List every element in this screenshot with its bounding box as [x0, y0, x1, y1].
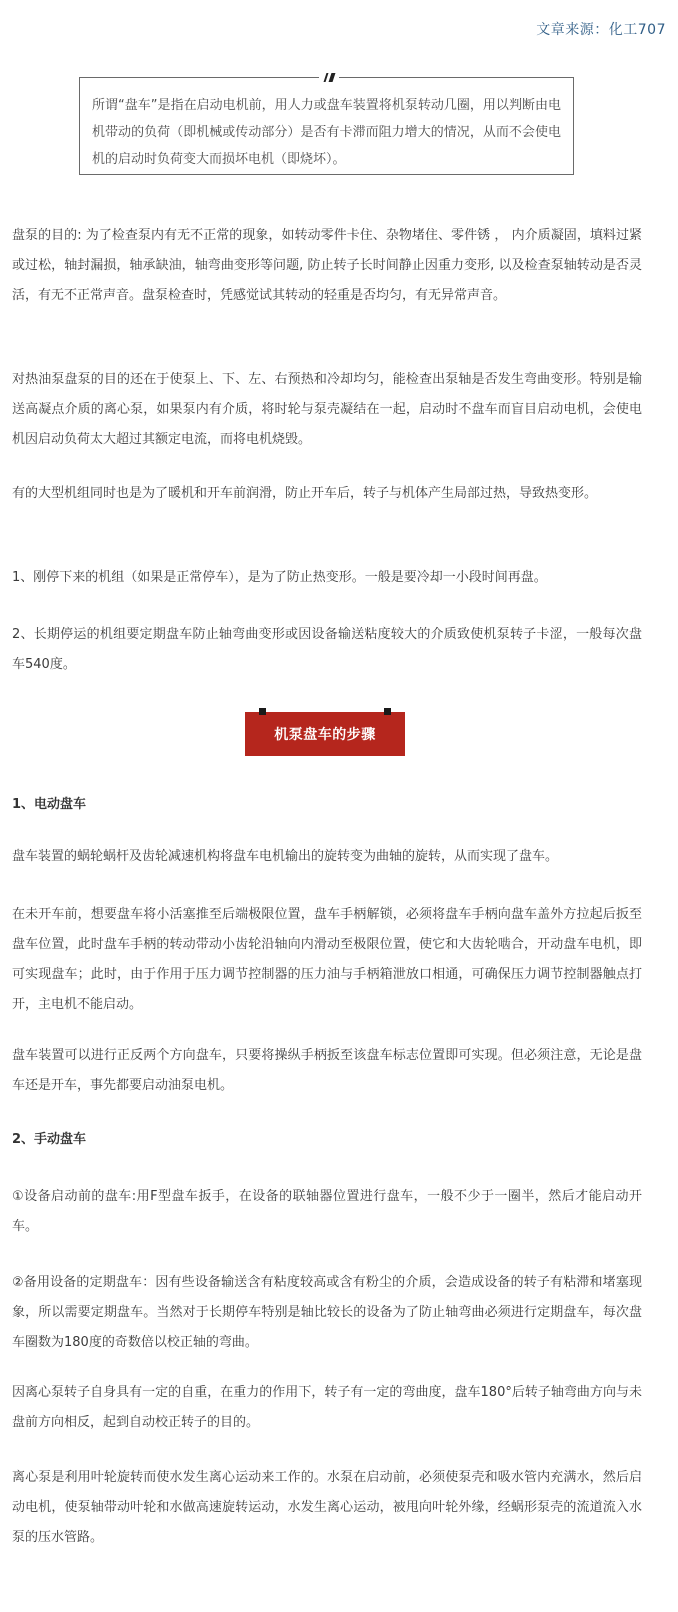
paragraph-manual-periodic: ②备用设备的定期盘车：因有些设备输送含有粘度较高或含有粉尘的介质，会造成设备的转子有粘滞和堵塞现象，所以需要定期盘车。当然对于长期停车特别是轴比较长的设备为了防止轴弯曲必须进行定期盘车，每次盘车圈数为180度的奇数倍以校正轴的弯曲。: [12, 1275, 642, 1350]
paragraph-electric-mechanism: 盘车装置的蜗轮蜗杆及齿轮减速机构将盘车电机输出的旋转变为曲轴的旋转，从而实现了盘车。: [12, 849, 559, 864]
article-source: 文章来源：化工707: [536, 22, 666, 38]
paragraph-centrifugal-pump: 离心泵是利用叶轮旋转而使水发生离心运动来工作的。水泵在启动前，必须使泵壳和吸水管内充满水，然后启动电机，使泵轴带动叶轮和水做高速旋转运动，水发生离心运动，被甩向叶轮外缘，经蜗形泵壳的流道流入水泵的压水管路。: [12, 1470, 642, 1545]
heading-electric-turning: 1、电动盘车: [12, 797, 87, 812]
paragraph-electric-procedure: 在未开车前，想要盘车将小活塞推至后端极限位置，盘车手柄解锁，必须将盘车手柄向盘车盖外方拉起后扳至盘车位置，此时盘车手柄的转动带动小齿轮沿轴向内滑动至极限位置，使它和大齿轮啮合，开动盘车电机，即可实现盘车；此时，由于作用于压力调节控制器的压力油与手柄箱泄放口相通，可确保压力调节控制器触点打开，主电机不能启动。: [12, 907, 642, 1012]
intro-quote-box: [79, 77, 574, 175]
paragraph-manual-before-start: ①设备启动前的盘车:用F型盘车扳手，在设备的联轴器位置进行盘车，一般不少于一圈半，然后才能启动开车。: [12, 1189, 642, 1234]
banner-dot-right: [384, 708, 391, 715]
quote-mark-icon: [319, 70, 339, 84]
paragraph-rotor-weight: 因离心泵转子自身具有一定的自重，在重力的作用下，转子有一定的弯曲度，盘车180°后转子轴弯曲方向与未盘前方向相反，起到自动校正转子的目的。: [12, 1385, 642, 1430]
paragraph-item-1: 1、刚停下来的机组（如果是正常停车），是为了防止热变形。一般是要冷却一小段时间再盘。: [12, 570, 547, 585]
paragraph-electric-direction: 盘车装置可以进行正反两个方向盘车，只要将操纵手柄扳至该盘车标志位置即可实现。但必须注意，无论是盘车还是开车，事先都要启动油泵电机。: [12, 1048, 642, 1093]
paragraph-item-2: 2、长期停运的机组要定期盘车防止轴弯曲变形或因设备输送粘度较大的介质致使机泵转子卡涩，一般每次盘车540度。: [12, 627, 642, 672]
heading-manual-turning: 2、手动盘车: [12, 1132, 87, 1147]
intro-text: 所谓“盘车”是指在启动电机前，用人力或盘车装置将机泵转动几圈，用以判断由电机带动的负荷（即机械或传动部分）是否有卡滞而阻力增大的情况，从而不会使电机的启动时负荷变大而损坏电机（即烧坏）。: [92, 98, 561, 167]
paragraph-large-unit: 有的大型机组同时也是为了暖机和开车前润滑，防止开车后，转子与机体产生局部过热，导致热变形。: [12, 486, 598, 501]
paragraph-hot-oil-pump: 对热油泵盘泵的目的还在于使泵上、下、左、右预热和冷却均匀，能检查出泵轴是否发生弯曲变形。特别是输送高凝点介质的离心泵，如果泵内有介质，将时轮与泵壳凝结在一起，启动时不盘车而盲目启动电机，会使电机因启动负荷太大超过其额定电流，而将电机烧毁。: [12, 372, 642, 447]
paragraph-purpose: 盘泵的目的: 为了检查泵内有无不正常的现象，如转动零件卡住、杂物堵住、零件锈 ， 内介质凝固，填料过紧或过松，轴封漏损，轴承缺油，轴弯曲变形等问题, 防止转子长时间静止因重力变形, 以及检查泵轴转动是否灵活，有无不正常声音。盘泵检查时，凭感觉试其转动的轻重是否均匀，有无异常声音。: [12, 228, 642, 303]
banner-dot-left: [259, 708, 266, 715]
section-title: 机泵盘车的步骤: [274, 727, 376, 743]
section-title-banner: [245, 712, 405, 756]
